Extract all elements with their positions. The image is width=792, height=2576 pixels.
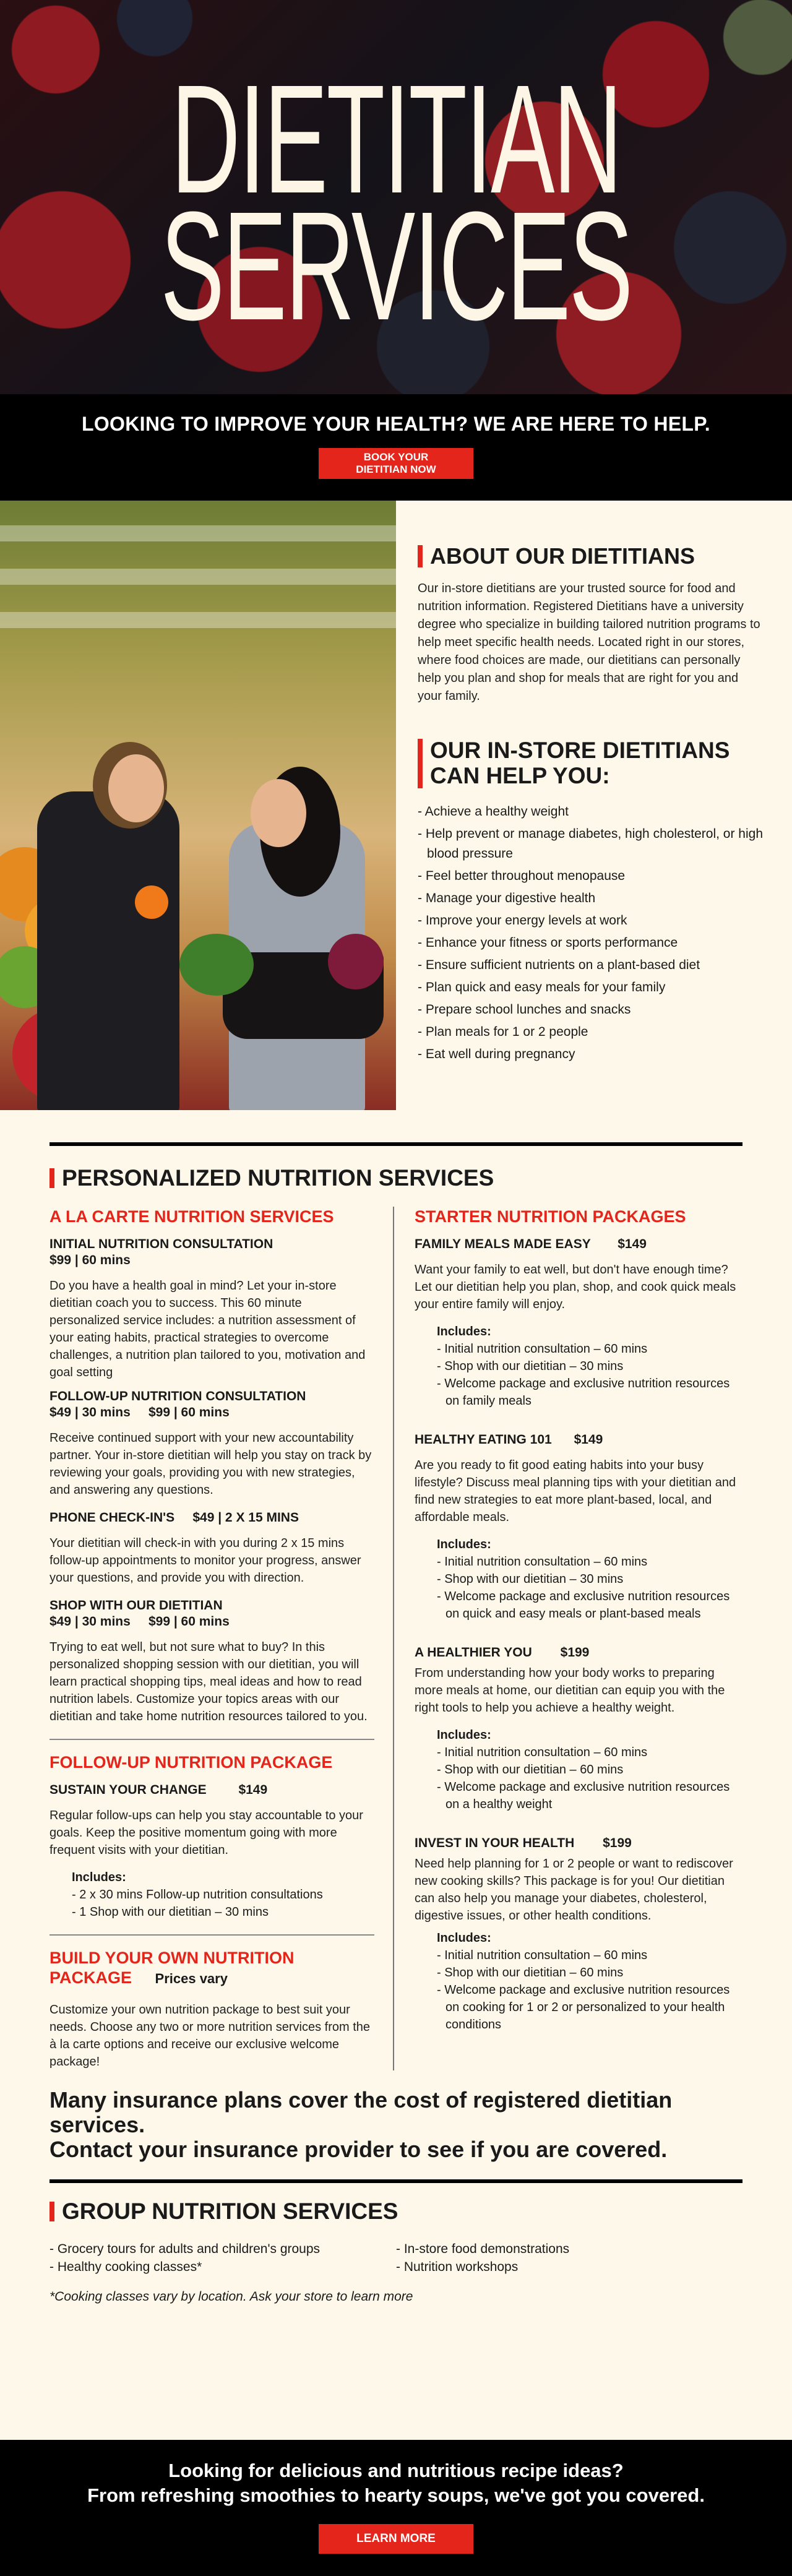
build-own-title-line1: BUILD YOUR OWN NUTRITION (50, 1949, 295, 1967)
build-own-title (50, 1948, 374, 1989)
follow-up-package-title: FOLLOW-UP NUTRITION PACKAGE (50, 1753, 333, 1772)
list-item: - 1 Shop with our dietitian – 30 mins (72, 1905, 269, 1919)
sustain-change-name: SUSTAIN YOUR CHANGE (50, 1783, 207, 1797)
package-price: $149 (618, 1237, 647, 1251)
hero-title-line1: DIETITIAN (171, 53, 621, 225)
list-item: - Initial nutrition consultation – 60 mins (437, 1555, 648, 1569)
list-item: - Achieve a healthy weight (418, 804, 569, 819)
group-heading (50, 2199, 742, 2224)
a-la-carte-title: A LA CARTE NUTRITION SERVICES (50, 1207, 334, 1226)
package-includes (437, 1323, 742, 1410)
cooking-classes-note: *Cooking classes vary by location. Ask your store to learn more (50, 2290, 413, 2304)
includes-label: Includes: (437, 1931, 491, 1945)
package-desc: Are you ready to fit good eating habits into your busy lifestyle? Discuss meal planning tips with your dietitian and find new strategies to eat more plant-based, local, and affordable meals. (415, 1458, 736, 1524)
book-button-line2: DIETITIAN NOW (356, 463, 436, 475)
includes-label: Includes: (437, 1538, 491, 1551)
list-item: - 2 x 30 mins Follow-up nutrition consultations (72, 1888, 323, 1902)
sustain-change-includes (72, 1869, 374, 1921)
list-item: - Welcome package and exclusive nutrition resources on quick and easy meals or plant-based meals (437, 1590, 730, 1621)
shop-dietitian-price: $49 | 30 mins $99 | 60 mins (50, 1614, 230, 1629)
book-dietitian-button[interactable] (319, 448, 473, 479)
recipe-band (0, 2440, 792, 2576)
list-item: - Shop with our dietitian – 30 mins (437, 1572, 624, 1586)
about-section (0, 501, 792, 1110)
personalized-heading (50, 1166, 742, 1191)
package-title (415, 1236, 742, 1252)
package-healthier-you (415, 1645, 742, 1813)
right-column (394, 1207, 742, 2070)
list-item: - Prepare school lunches and snacks (418, 1002, 631, 1017)
shop-dietitian-desc: Trying to eat well, but not sure what to buy? In this personalized shopping session with our dietitian, you will learn practical shopping tips, meal ideas and how to read nutrition labels. Customize your topics areas with our dietitian and take home nutrition resources tailored to you. (50, 1640, 368, 1723)
sustain-change-desc: Regular follow-ups can help you stay accountable to your goals. Keep the positive momentum going with more frequent visits with your dietitian. (50, 1809, 363, 1857)
package-healthy-eating (415, 1432, 742, 1622)
list-item: - Initial nutrition consultation – 60 mins (437, 1949, 648, 1962)
list-item: - Welcome package and exclusive nutrition resources on cooking for 1 or 2 or personalized to your health conditions (437, 1983, 730, 2031)
left-column (50, 1207, 394, 2070)
follow-up-consult-price: $49 | 30 mins $99 | 60 mins (50, 1405, 230, 1419)
list-item: - Welcome package and exclusive nutrition resources on a healthy weight (437, 1780, 730, 1811)
package-title (415, 1645, 742, 1661)
recipe-line1: Looking for delicious and nutritious recipe ideas? (168, 2460, 624, 2481)
includes-label: Includes: (437, 1325, 491, 1338)
list-item: - Help prevent or manage diabetes, high cholesterol, or high blood pressure (418, 827, 763, 861)
includes-label: Includes: (437, 1728, 491, 1742)
package-name: HEALTHY EATING 101 (415, 1432, 552, 1447)
package-desc: From understanding how your body works to preparing more meals at home, our dietitian can equip you with the right tools to help you achieve a healthy weight. (415, 1666, 725, 1715)
package-invest-health (415, 1835, 742, 2033)
package-includes (437, 1536, 742, 1622)
list-item: - Initial nutrition consultation – 60 mins (437, 1746, 648, 1759)
follow-up-consult-title: FOLLOW-UP NUTRITION CONSULTATION (50, 1389, 306, 1403)
package-desc: Need help planning for 1 or 2 people or want to rediscover new cooking skills? This package is for you! Our dietitian can also help you manage your diabetes, cholesterol, digestive issues, or other health conditions. (415, 1857, 733, 1923)
hero-title-line2: SERVICES (160, 179, 632, 352)
help-title (430, 738, 730, 788)
list-item: - Plan quick and easy meals for your family (418, 980, 666, 994)
package-includes (437, 1726, 742, 1813)
follow-up-consult-desc: Receive continued support with your new accountability partner. Your in-store dietitian will help you stay on track by reviewing your goals, providing you with new strategies, and answering any questions. (50, 1431, 372, 1497)
book-button-line1: BOOK YOUR (363, 451, 429, 463)
shop-dietitian-title: SHOP WITH OUR DIETITIAN (50, 1598, 223, 1613)
about-heading (418, 544, 764, 569)
package-title (415, 1835, 742, 1851)
group-list (50, 2240, 742, 2276)
sustain-change-title (50, 1782, 374, 1798)
list-item: - Shop with our dietitian – 30 mins (437, 1359, 624, 1373)
package-price: $199 (603, 1836, 632, 1850)
learn-more-button[interactable]: LEARN MORE (319, 2524, 473, 2554)
package-name: A HEALTHIER YOU (415, 1645, 532, 1660)
about-text (396, 501, 792, 1110)
package-desc: Want your family to eat well, but don't have enough time? Let our dietitian help you plan, shop, and cook quick meals your entire family will enjoy. (415, 1263, 736, 1311)
insurance-line2: Contact your insurance provider to see if you are covered. (50, 2137, 668, 2162)
list-item: - In-store food demonstrations (396, 2242, 570, 2256)
list-item: - Ensure sufficient nutrients on a plant-based diet (418, 958, 700, 972)
list-item: - Grocery tours for adults and children's groups (50, 2242, 321, 2256)
list-item: - Welcome package and exclusive nutrition resources on family meals (437, 1377, 730, 1408)
build-own-price: Prices vary (155, 1971, 228, 1986)
list-item: - Nutrition workshops (396, 2260, 519, 2274)
cta-headline: LOOKING TO IMPROVE YOUR HEALTH? WE ARE HERE TO HELP. (82, 413, 710, 435)
build-own-desc: Customize your own nutrition package to best suit your needs. Choose any two or more nutrition services from the à la carte options and receive our exclusive welcome package! (50, 2003, 371, 2069)
cta-band (0, 394, 792, 501)
list-item: - Eat well during pregnancy (418, 1047, 575, 1061)
includes-label: Includes: (72, 1871, 126, 1884)
group-list-right (396, 2240, 742, 2276)
group-list-left (50, 2240, 396, 2276)
insurance-note (50, 2088, 742, 2162)
list-item: - Initial nutrition consultation – 60 mins (437, 1342, 648, 1356)
package-family-meals (415, 1236, 742, 1410)
services-columns (50, 1207, 742, 2070)
package-price: $199 (560, 1645, 590, 1660)
starter-title: STARTER NUTRITION PACKAGES (415, 1207, 686, 1226)
divider (50, 2179, 742, 2183)
initial-consult-desc: Do you have a health goal in mind? Let your in-store dietitian coach you to success. This 60 minute personalized service includes: a nutrition assessment of your eating habits, practical strategies to overcome challenges, a nutrition plan tailored to you, motivation and goal setting (50, 1279, 366, 1379)
package-name: FAMILY MEALS MADE EASY (415, 1237, 591, 1251)
help-list (418, 801, 764, 1066)
list-item: - Improve your energy levels at work (418, 913, 627, 928)
build-own-title-line2: PACKAGE (50, 1968, 132, 1987)
divider (50, 1142, 742, 1146)
about-body: Our in-store dietitians are your trusted source for food and nutrition information. Registered Dietitians have a university degree who specialize in building tailored nutrition programs to help meet specific health needs. Located right in our stores, where food choices are made, our dietitians can personally help you plan and shop for meals that are right for you and your family. (418, 582, 760, 703)
list-item: - Manage your digestive health (418, 891, 596, 905)
services-section (0, 1142, 792, 2304)
insurance-line1: Many insurance plans cover the cost of registered dietitian services. (50, 2087, 673, 2137)
list-item: - Enhance your fitness or sports performance (418, 936, 678, 950)
initial-consult-price: $99 | 60 mins (50, 1253, 131, 1267)
list-item: - Healthy cooking classes* (50, 2260, 202, 2274)
personalized-title: PERSONALIZED NUTRITION SERVICES (62, 1165, 494, 1191)
list-item: - Plan meals for 1 or 2 people (418, 1025, 588, 1039)
list-item: - Shop with our dietitian – 60 mins (437, 1763, 624, 1777)
package-title (415, 1432, 742, 1448)
hero-banner (0, 0, 792, 394)
list-item: - Feel better throughout menopause (418, 869, 626, 883)
initial-consult-title: INITIAL NUTRITION CONSULTATION (50, 1237, 273, 1251)
help-title-line1: OUR IN-STORE DIETITIANS (430, 738, 730, 763)
help-title-line2: CAN HELP YOU: (430, 763, 610, 788)
phone-checkin-title: PHONE CHECK-IN'S $49 | 2 X 15 MINS (50, 1510, 299, 1525)
package-name: INVEST IN YOUR HEALTH (415, 1836, 575, 1850)
help-heading (418, 738, 764, 788)
about-title: ABOUT OUR DIETITIANS (430, 543, 695, 569)
sustain-change-price: $149 (238, 1783, 268, 1797)
package-price: $149 (574, 1432, 603, 1447)
phone-checkin-desc: Your dietitian will check-in with you during 2 x 15 mins follow-up appointments to monitor your progress, answer your questions, and provide you with direction. (50, 1536, 361, 1585)
divider (50, 1739, 374, 1740)
package-includes (437, 1929, 742, 2033)
divider (50, 1934, 374, 1936)
recipe-line2: From refreshing smoothies to hearty soups, we've got you covered. (87, 2484, 705, 2506)
list-item: - Shop with our dietitian – 60 mins (437, 1966, 624, 1979)
dietitian-photo (0, 501, 396, 1110)
group-title: GROUP NUTRITION SERVICES (62, 2199, 398, 2224)
